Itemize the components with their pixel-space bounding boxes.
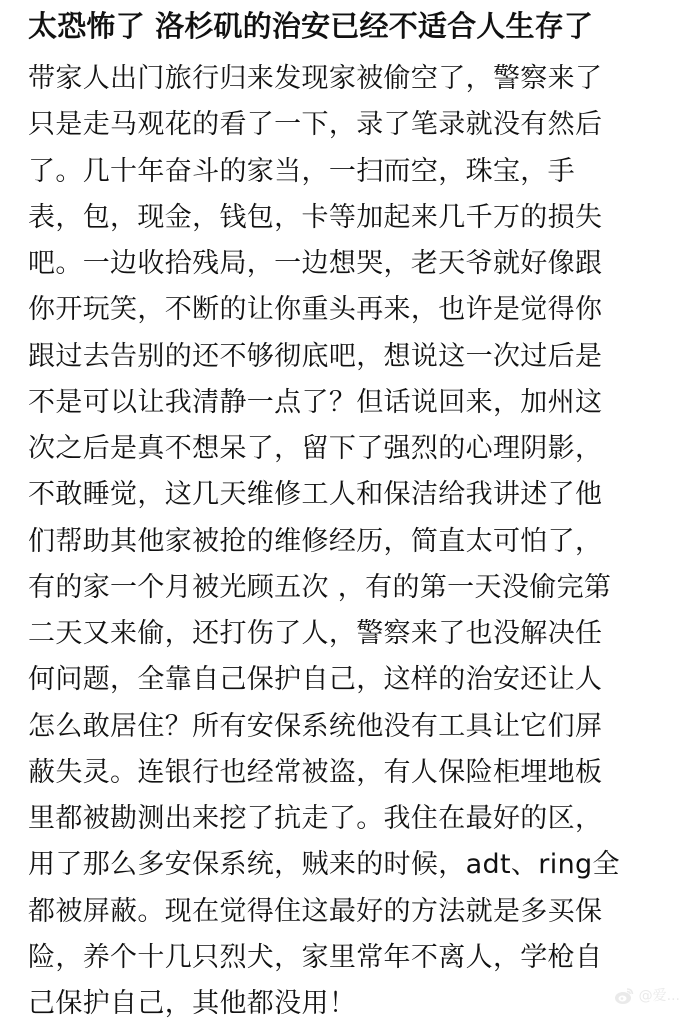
body-line: 你开玩笑，不断的让你重头再来，也许是觉得你 <box>28 294 603 326</box>
body-line: 险，养个十几只烈犬，家里常年不离人，学枪自 <box>28 941 603 973</box>
body-line: 不是可以让我清静一点了？但话说回来，加州这 <box>28 386 603 418</box>
body-line: 跟过去告别的还不够彻底吧，想说这一次过后是 <box>28 340 603 372</box>
body-line: 里都被勘测出来挖了抗走了。我住在最好的区， <box>28 803 603 834</box>
body-line: 次之后是真不想呆了，留下了强烈的心理阴影， <box>28 433 603 464</box>
body-line: 们帮助其他家被抢的维修经历，简直太可怕了， <box>28 525 603 557</box>
body-line: 都被屏蔽。现在觉得住这最好的方法就是多买保 <box>28 895 603 927</box>
post-title: 太恐怖了 洛杉矶的治安已经不适合人生存了 <box>28 9 594 43</box>
body-line: 蔽失灵。连银行也经常被盗，有人保险柜埋地板 <box>28 756 603 788</box>
body-line: 只是走马观花的看了一下，录了笔录就没有然后 <box>28 109 603 141</box>
body-line: 何问题，全靠自己保护自己，这样的治安还让人 <box>28 664 603 696</box>
body-line: 有的家一个月被光顾五次 ，有的第一天没偷完第 <box>28 571 612 603</box>
body-line: 用了那么多安保系统，贼来的时候，adt、ring全 <box>28 849 620 881</box>
body-line: 怎么敢居住？所有安保系统他没有工具让它们屏 <box>28 710 603 742</box>
watermark-text: @爱... <box>638 988 680 1004</box>
body-line: 吧。一边收拾残局，一边想哭，老天爷就好像跟 <box>28 248 603 279</box>
body-line: 带家人出门旅行归来发现家被偷空了，警察来了 <box>28 63 603 94</box>
body-line: 二天又来偷，还打伤了人，警察来了也没解决任 <box>28 618 603 649</box>
watermark <box>613 984 680 1008</box>
body-line: 不敢睡觉，这几天维修工人和保洁给我讲述了他 <box>28 479 603 511</box>
post-body <box>28 56 678 1027</box>
body-line: 了。几十年奋斗的家当，一扫而空，珠宝，手 <box>28 155 575 187</box>
body-line: 表，包，现金，钱包，卡等加起来几千万的损失 <box>28 201 603 233</box>
weibo-icon <box>613 985 635 1007</box>
body-line: 己保护自己，其他都没用！ <box>28 988 357 1019</box>
